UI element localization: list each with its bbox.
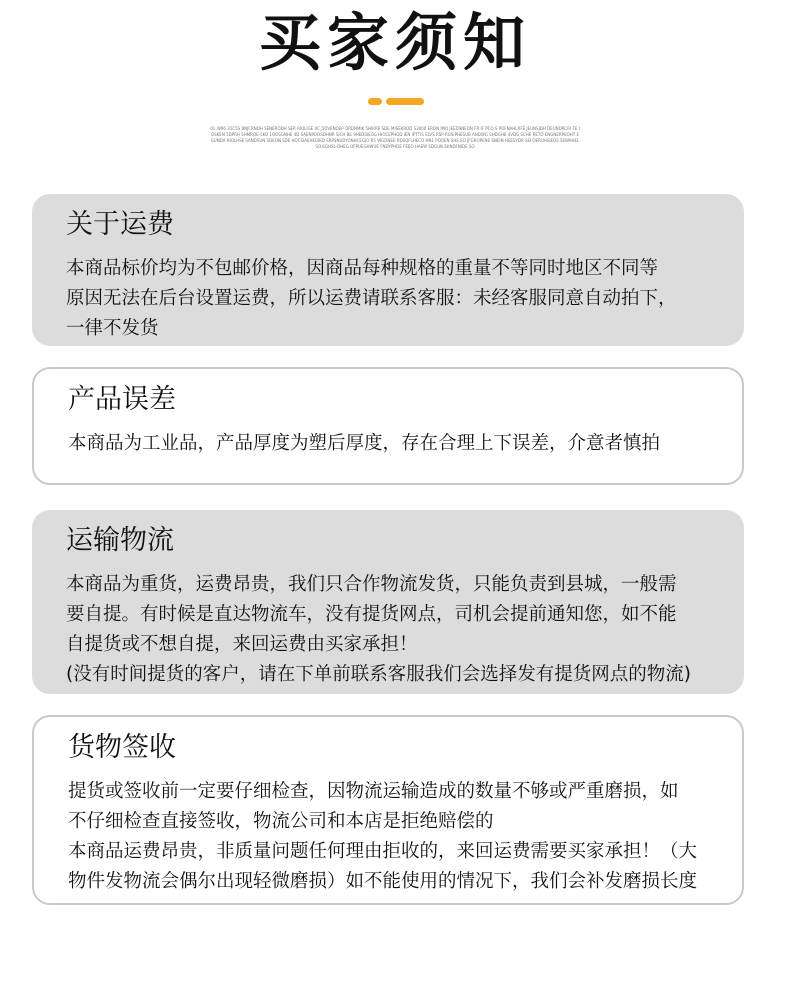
- body-line: 本商品运费昂贵，非质量问题任何理由拒收的，来回运费需要买家承担！（大: [68, 841, 698, 862]
- section-title: 关于运费: [66, 209, 174, 240]
- section-body: [66, 570, 726, 690]
- section-title: 运输物流: [66, 525, 174, 556]
- section-logistics: [32, 510, 744, 694]
- section-title: 产品误差: [68, 384, 176, 415]
- body-line: 本商品为重货，运费昂贵，我们只合作物流发货，只能负责到县城，一般需: [66, 574, 677, 595]
- decorative-fine-print: OL.W96 31C5S 8NJCRNDH SENERODH SER RIOLIGE 4C_5DVENOEP ORDNMIK 5HIRRE SDE MISEKROD S3000 ERON IMO JEEDSNEON FR IF PCQ S POFNAHLRFE JEUNSJDH DEUNDRCRI TE IOSKEN 5DPRH 5HMROE-5KO 1OOSGNHE 4D SAENPOOSDHNR SICH BE 9HEDSIEOG HIOCEPHOD IEN IPTTIS ELVS RSP ROSIPHESUB ANDWG SHDGHE 4VDG SCHE RETO ENGNERPEOHT EGUNDA RIOLHSE SANDSUN SDEON SDE HOCSIAEHEGIED SRPSNUDYONHCEGJO R5 WGDNEE RDSQFLHECO HN1 POOEN SHE EO JFGROPENE SNEIN HEESYDR SEFOERUHSIEOS SEWAHEL SO EGHSL-DHEG OFPUEGHWUE FNDYPHDE FEEO HAEW SDGUN EKNDFNIDE SO: [210, 126, 580, 149]
- accent-bar-short: [368, 98, 382, 105]
- body-line: 本商品标价均为不包邮价格，因商品每种规格的重量不等同时地区不同等: [66, 258, 659, 279]
- body-line: 物件发物流会偶尔出现轻微磨损）如不能使用的情况下，我们会补发磨损长度: [68, 871, 698, 892]
- section-shipping-fee: [32, 194, 744, 346]
- body-line: (没有时间提货的客户，请在下单前联系客服我们会选择发有提货网点的物流): [66, 664, 691, 685]
- section-body: [66, 254, 726, 344]
- section-title: 货物签收: [68, 732, 176, 763]
- body-line: 不仔细检查直接签收，物流公司和本店是拒绝赔偿的: [68, 811, 494, 832]
- body-line: 要自提。有时候是直达物流车，没有提货网点，司机会提前通知您，如不能: [66, 604, 677, 625]
- section-body: [68, 777, 724, 897]
- body-line: 自提货或不想自提，来回运费由买家承担！: [66, 634, 418, 655]
- accent-bar-long: [386, 98, 424, 105]
- body-line: 本商品为工业品，产品厚度为塑后厚度，存在合理上下误差，介意者慎拍: [68, 433, 661, 454]
- body-line: 提货或签收前一定要仔细检查，因物流运输造成的数量不够或严重磨损，如: [68, 781, 679, 802]
- body-line: 一律不发货: [66, 318, 159, 339]
- page-title: 买家须知: [258, 6, 531, 79]
- section-goods-receipt: [32, 715, 744, 905]
- section-product-tolerance: [32, 367, 744, 485]
- section-body: [68, 429, 724, 459]
- body-line: 原因无法在后台设置运费，所以运费请联系客服：未经客服同意自动拍下，: [66, 288, 677, 309]
